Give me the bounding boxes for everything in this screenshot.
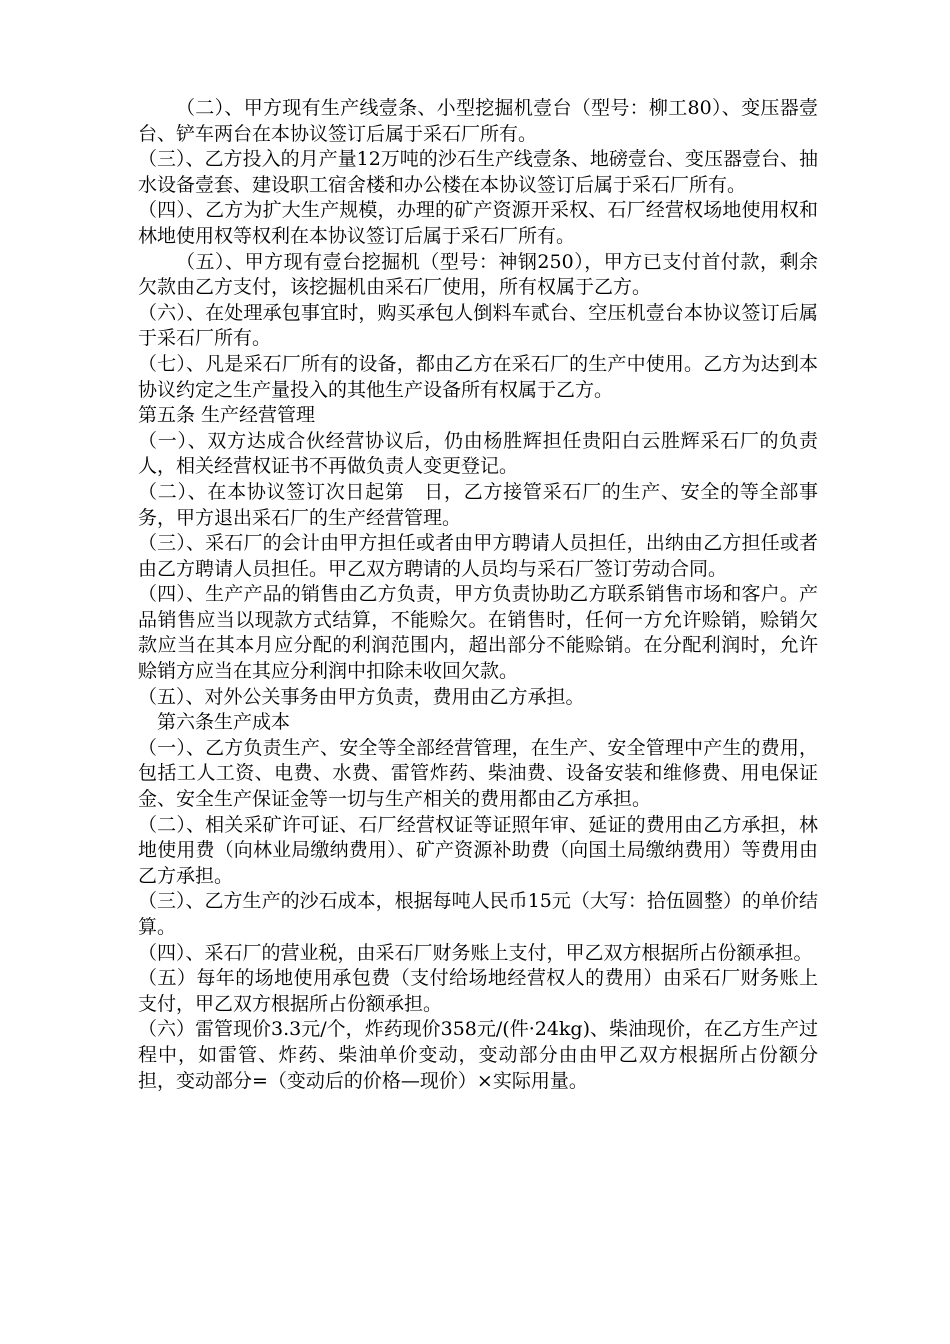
clause-6-4-business-tax: （四）、采石厂的营业税，由采石厂财务账上支付，甲乙双方根据所占份额承担。 [138, 941, 813, 964]
clause-2-7-usage: （七）、凡是采石厂所有的设备，都由乙方在采石厂的生产中使用。乙方为达到本协议约定之生产量投入的其他生产设备所有权属于乙方。 [138, 352, 818, 401]
clause-5-4-sales: （四）、生产产品的销售由乙方负责，甲方负责协助乙方联系销售市场和客户。产品销售应当以现款方式结算，不能赊欠。在销售时，任何一方允许赊销，赊销欠款应当在其本月应分配的利润范围内，超出部分不能赊销。在分配利润时，允许赊销方应当在其应分利润中扣除未收回欠款。 [138, 583, 818, 683]
clause-5-3-accounting: （三）、采石厂的会计由甲方担任或者由甲方聘请人员担任，出纳由乙方担任或者由乙方聘请人员担任。甲乙双方聘请的人员均与采石厂签订劳动合同。 [138, 532, 818, 580]
clause-2-4-rights: （四）、乙方为扩大生产规模，办理的矿产资源开采权、石厂经营权场地使用权和林地使用权等权利在本协议签订后属于采石厂所有。 [138, 199, 818, 247]
clause-5-2-takeover: （二）、在本协议签订次日起第 日，乙方接管采石厂的生产、安全的等全部事务，甲方退出采石厂的生产经营管理。 [138, 480, 818, 529]
clause-5-5-public-relations: （五）、对外公关事务由甲方负责，费用由乙方承担。 [138, 685, 585, 708]
clause-6-5-site-fee: （五）每年的场地使用承包费（支付给场地经营权人的费用）由采石厂财务账上支付，甲乙双方根据所占份额承担。 [138, 967, 818, 1015]
clause-6-6-price-change: （六）雷管现价3.3元/个，炸药现价358元/(件·24kg)、柴油现价，在乙方生产过程中，如雷管、炸药、柴油单价变动，变动部分由由甲乙双方根据所占份额分担，变动部分=（变动后的价格—现价）×实际用量。 [138, 1018, 819, 1092]
clause-6-3-unit-price: （三）、乙方生产的沙石成本，根据每吨人民币15元（大写：拾伍圆整）的单价结算。 [138, 890, 818, 938]
clause-5-1-responsible-person: （一）、双方达成合伙经营协议后，仍由杨胜辉担任贵阳白云胜辉采石厂的负责人，相关经营权证书不再做负责人变更登记。 [138, 429, 818, 478]
article-5-heading: 第五条 生产经营管理 [138, 404, 316, 427]
clause-2-3-investment: （三）、乙方投入的月产量12万吨的沙石生产线壹条、地磅壹台、变压器壹台、抽水设备壹套、建设职工宿舍楼和办公楼在本协议签订后属于采石厂所有。 [138, 148, 818, 196]
document-page [138, 96, 818, 1094]
clause-6-1-costs: （一）、乙方负责生产、安全等全部经营管理，在生产、安全管理中产生的费用，包括工人工资、电费、水费、雷管炸药、柴油费、设备安装和维修费、用电保证金、安全生产保证金等一切与生产相关的费用都由乙方承担。 [138, 736, 818, 811]
clause-2-6-vehicles: （六）、在处理承包事宜时，购买承包人倒料车贰台、空压机壹台本协议签订后属于采石厂所有。 [138, 301, 818, 350]
article-6-heading: 第六条生产成本 [157, 711, 291, 734]
clause-2-2-equipment: （二）、甲方现有生产线壹条、小型挖掘机壹台（型号：柳工80）、变压器壹台、铲车两台在本协议签订后属于采石厂所有。 [138, 97, 818, 145]
clause-6-2-license-fees: （二）、相关采矿许可证、石厂经营权证等证照年审、延证的费用由乙方承担，林地使用费（向林业局缴纳费用）、矿产资源补助费（向国土局缴纳费用）等费用由乙方承担。 [138, 813, 818, 887]
clause-2-5-excavator: （五）、甲方现有壹台挖掘机（型号：神钢250），甲方已支付首付款，剩余欠款由乙方支付，该挖掘机由采石厂使用，所有权属于乙方。 [138, 250, 818, 299]
